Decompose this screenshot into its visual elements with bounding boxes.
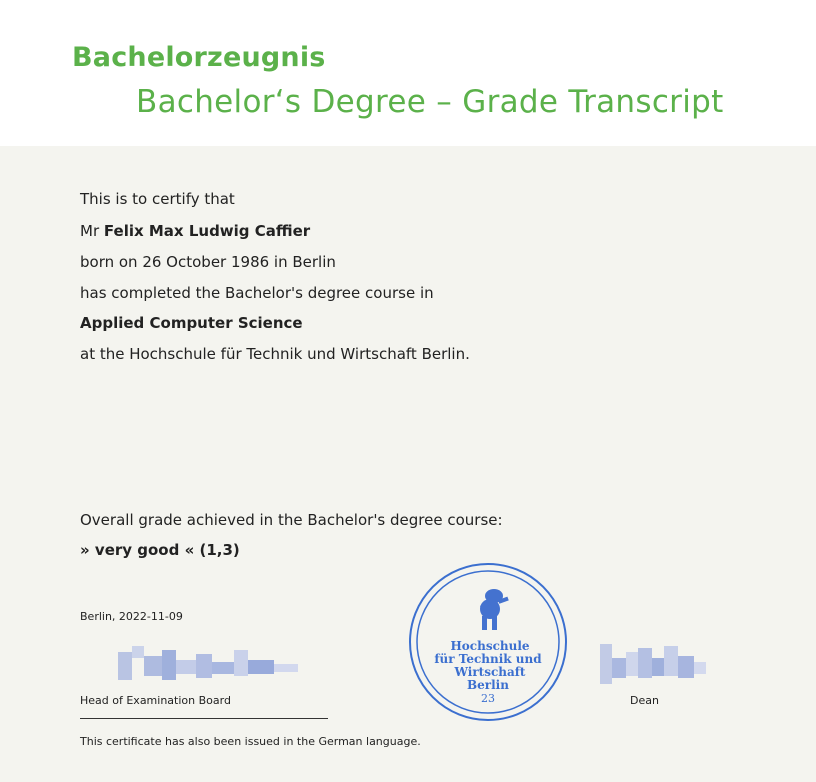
grade-value: » very good « (1,3): [80, 541, 240, 559]
salutation: Mr: [80, 222, 100, 240]
dean-role: Dean: [630, 694, 659, 707]
dean-signature: [596, 622, 716, 694]
signature-line: [80, 718, 328, 719]
course-name: Applied Computer Science: [80, 314, 303, 332]
institution-line: at the Hochschule für Technik und Wirtschaft Berlin.: [80, 345, 470, 363]
title-german: Bachelorzeugnis: [72, 42, 326, 73]
certify-intro: This is to certify that: [80, 190, 235, 208]
seal-line-2: für Technik und: [434, 652, 542, 666]
birth-info: born on 26 October 1986 in Berlin: [80, 253, 336, 271]
head-role: Head of Examination Board: [80, 694, 231, 707]
seal-number: 23: [481, 692, 495, 705]
recipient-name: Felix Max Ludwig Caffier: [103, 222, 311, 240]
head-signature: [104, 636, 324, 688]
document-header: [0, 0, 816, 146]
title-english: Bachelor‘s Degree – Grade Transcript: [136, 84, 724, 120]
university-seal: [406, 560, 570, 724]
seal-line-1: Hochschule: [450, 639, 530, 653]
completion-statement: has completed the Bachelor's degree course in: [80, 284, 434, 302]
grade-label: Overall grade achieved in the Bachelor's degree course:: [80, 511, 503, 529]
seal-line-4: Berlin: [467, 678, 509, 692]
recipient-line: [80, 222, 310, 240]
place-date: Berlin, 2022-11-09: [80, 610, 183, 623]
berlin-bear-icon: [480, 589, 509, 630]
seal-line-3: Wirtschaft: [454, 665, 526, 679]
language-note: This certificate has also been issued in the German language.: [80, 735, 421, 748]
